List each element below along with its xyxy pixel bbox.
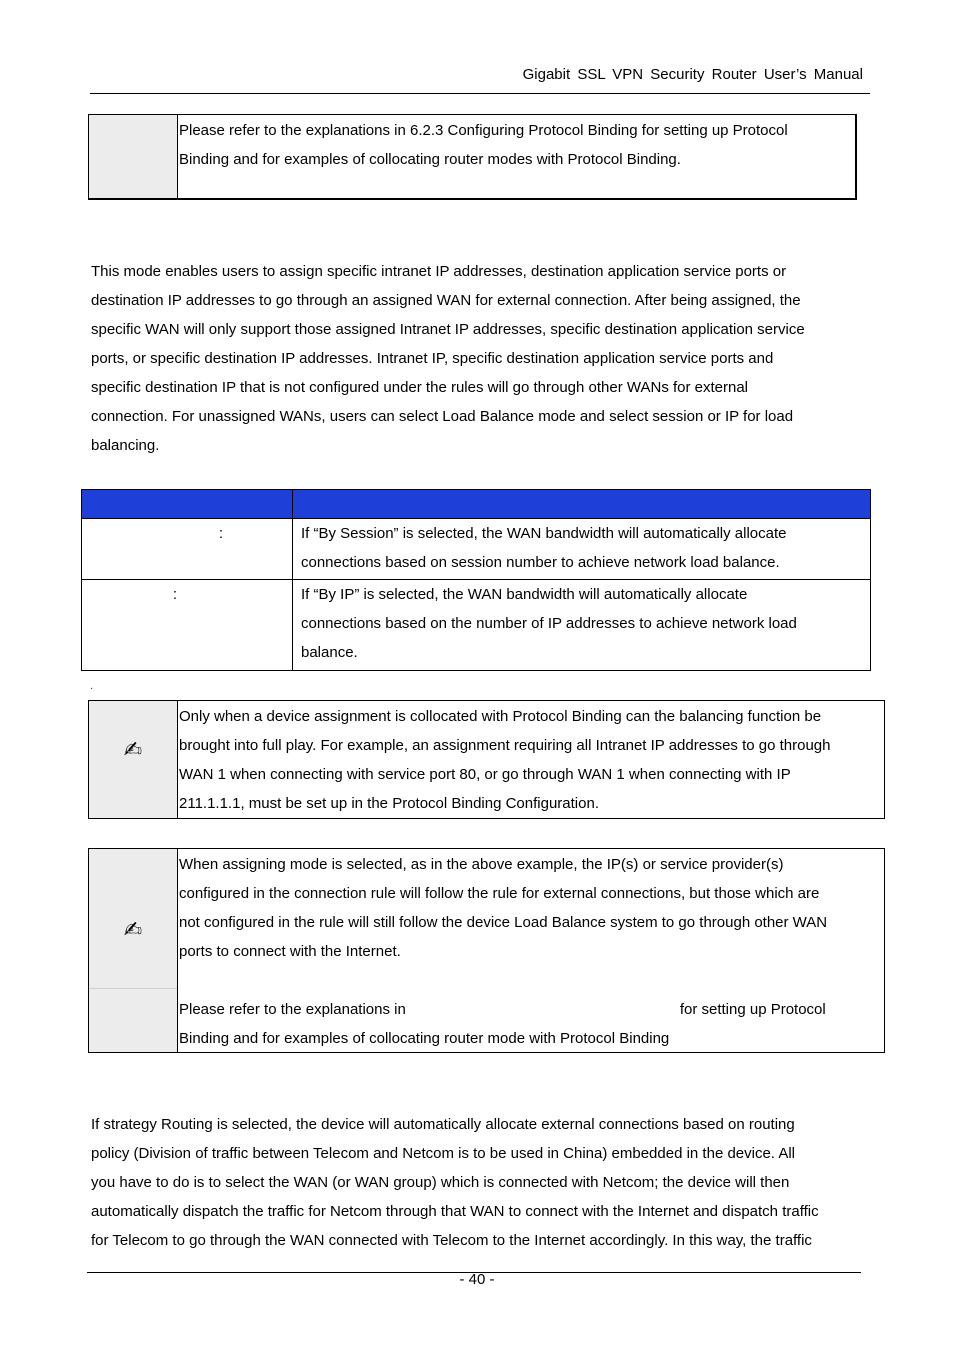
note-box-assigning-mode — [88, 848, 885, 1053]
paragraph-line: balancing. — [91, 437, 160, 454]
paragraph-line: specific WAN will only support those assigned Intranet IP addresses, specific destination application service — [91, 321, 805, 338]
table-row-description — [293, 519, 871, 580]
table-header-cell — [82, 490, 293, 519]
table-row-label — [82, 580, 293, 671]
note-line: not configured in the rule will still follow the device Load Balance system to go through other WAN — [179, 914, 828, 931]
paragraph-line: If strategy Routing is selected, the device will automatically allocate external connections based on routing — [91, 1116, 795, 1133]
table-header-row — [82, 490, 871, 519]
writing-hand-icon: ✍ — [123, 737, 143, 762]
stray-mark: . — [90, 680, 94, 692]
note-line: 211.1.1.1, must be set up in the Protocol Binding Configuration. — [179, 795, 599, 812]
page-number: - 40 - — [459, 1271, 495, 1288]
header-title: Gigabit SSL VPN Security Router User’s Manual — [522, 66, 863, 83]
description-line: connections based on session number to achieve network load balance. — [301, 554, 780, 571]
note-box-protocol-binding — [88, 114, 857, 200]
paragraph-line: ports, or specific destination IP addresses. Intranet IP, specific destination application service ports and — [91, 350, 774, 367]
paragraph-line: connection. For unassigned WANs, users can select Load Balance mode and select session or IP for load — [91, 408, 794, 425]
note-box-left-cell — [89, 849, 178, 1052]
description-line: balance. — [301, 644, 358, 661]
table-row-label — [82, 519, 293, 580]
note-line: ports to connect with the Internet. — [179, 943, 401, 960]
row-label-colon: : — [172, 586, 178, 603]
header-rule — [90, 93, 870, 94]
writing-hand-icon: ✍ — [123, 917, 143, 942]
note-line: Binding and for examples of collocating router modes with Protocol Binding. — [179, 151, 681, 168]
note-box-balancing — [88, 700, 885, 819]
note-line: Binding and for examples of collocating router mode with Protocol Binding — [179, 1030, 670, 1047]
note-box-text — [179, 850, 878, 1053]
note-line: When assigning mode is selected, as in the above example, the IP(s) or service provider(s) — [179, 856, 784, 873]
paragraph-line: destination IP addresses to go through an assigned WAN for external connection. After being assigned, the — [91, 292, 801, 309]
description-line: If “By IP” is selected, the WAN bandwidth will automatically allocate — [301, 586, 748, 603]
reference-start: Please refer to the explanations in — [179, 1001, 406, 1018]
table-row-description — [293, 580, 871, 671]
note-box-text — [179, 116, 849, 174]
row-label-colon: : — [218, 525, 224, 542]
table-row — [82, 580, 871, 671]
blank-line — [179, 966, 878, 995]
note-line: Please refer to the explanations in 6.2.3 Configuring Protocol Binding for setting up Protocol — [179, 122, 788, 139]
paragraph-line: specific destination IP that is not configured under the rules will go through other WANs for external — [91, 379, 749, 396]
load-balance-options-table — [81, 489, 871, 671]
paragraph-line: This mode enables users to assign specific intranet IP addresses, destination application service ports or — [91, 263, 787, 280]
paragraph-strategy-routing — [91, 1110, 881, 1255]
description-line: connections based on the number of IP addresses to achieve network load — [301, 615, 797, 632]
table-header-cell — [293, 490, 871, 519]
reference-end: for setting up Protocol — [679, 1001, 826, 1018]
paragraph-line: policy (Division of traffic between Telecom and Netcom is to be used in China) embedded in the device. All — [91, 1145, 795, 1162]
paragraph-line: automatically dispatch the traffic for Netcom through that WAN to connect with the Internet and dispatch traffic — [91, 1203, 819, 1220]
paragraph-line: for Telecom to go through the WAN connected with Telecom to the Internet accordingly. In this way, the traffic — [91, 1232, 812, 1249]
note-box-left-cell — [89, 115, 178, 198]
left-cell-separator — [89, 988, 177, 989]
note-box-text — [179, 702, 878, 818]
note-line: Only when a device assignment is collocated with Protocol Binding can the balancing function be — [179, 708, 822, 725]
paragraph-assigned-mode — [91, 257, 871, 460]
note-line: configured in the connection rule will follow the rule for external connections, but those which are — [179, 885, 820, 902]
note-line: WAN 1 when connecting with service port 80, or go through WAN 1 when connecting with IP — [179, 766, 791, 783]
description-line: If “By Session” is selected, the WAN bandwidth will automatically allocate — [301, 525, 787, 542]
table-row — [82, 519, 871, 580]
note-reference-line — [179, 995, 878, 1024]
paragraph-line: you have to do is to select the WAN (or WAN group) which is connected with Netcom; the device will then — [91, 1174, 790, 1191]
note-line: brought into full play. For example, an assignment requiring all Intranet IP addresses to go through — [179, 737, 831, 754]
